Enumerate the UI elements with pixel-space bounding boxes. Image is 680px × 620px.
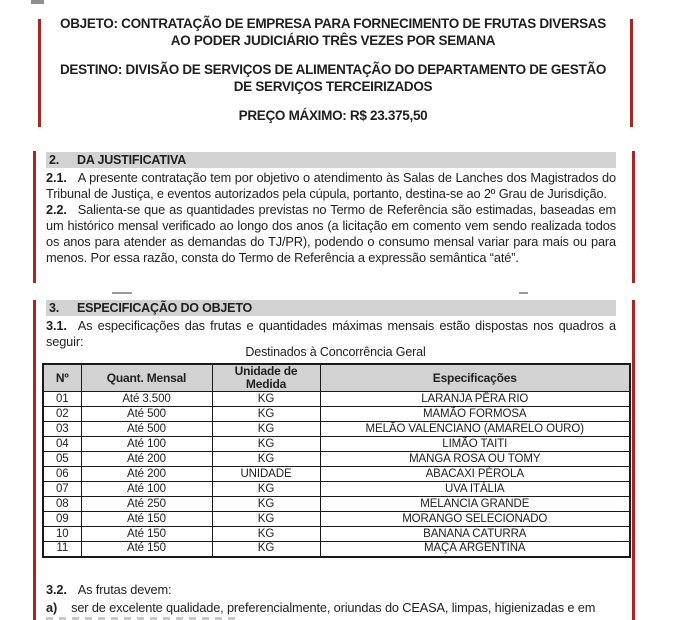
table-row [43,422,630,437]
paragraph-2-2-number: 2.2. [46,202,67,217]
table-row [43,542,630,557]
section-3-right-rule [632,300,635,620]
table-cell: LIMÃO TAITI [320,437,630,452]
table-cell: 04 [43,437,81,452]
table-cell: 09 [43,512,81,527]
column-header: Nº [43,364,81,392]
table-cell: Até 200 [81,467,212,482]
table-cell: Até 500 [81,407,212,422]
header-banner [50,16,616,125]
table-cell: KG [212,392,320,407]
scan-artifact-dash [112,292,132,294]
table-cell: MAMÃO FORMOSA [320,407,630,422]
table-cell: Até 100 [81,437,212,452]
paragraph-3-1-text: As especificações das frutas e quantidades máximas mensais estão dispostas nos quadros a seguir: [46,318,616,349]
section-2-left-rule [33,151,36,283]
paragraph-2-2-text: Salienta-se que as quantidades previstas no Termo de Referência são estimadas, baseadas em um histórico mensal verificado ao longo dos anos (a licitação em comento vem sendo realizada todos os anos para atender as demandas do TJ/PR), podendo o consumo mensal variar para mais ou para menos. Por essa razão, consta do Termo de Referência a expressão semântica “até”. [46,202,616,265]
spec-table-body [43,392,630,557]
table-cell: 02 [43,407,81,422]
preco-maximo-line: PREÇO MÁXIMO: R$ 23.375,50 [238,108,428,123]
section-3-left-rule [33,300,36,620]
table-row [43,497,630,512]
table-cell: Até 3.500 [81,392,212,407]
table-cell: KG [212,527,320,542]
paragraph-2-1 [46,170,616,202]
item-3-2-number: 3.2. [46,582,67,597]
table-cell: KG [212,542,320,557]
section-2-body [46,170,616,266]
table-cell: 01 [43,392,81,407]
section-3-heading [46,300,616,316]
table-row [43,452,630,467]
section-2-title: DA JUSTIFICATIVA [77,153,187,167]
paragraph-3-1-number: 3.1. [46,318,67,333]
table-row [43,392,630,407]
spec-table-wrap [42,363,629,558]
table-cell: Até 150 [81,527,212,542]
section-2-right-rule [632,151,635,283]
table-cell: MORANGO SELECIONADO [320,512,630,527]
table-cell: 10 [43,527,81,542]
column-header: Especificações [320,364,630,392]
scan-artifact-dash [519,292,528,294]
section-3-title: ESPECIFICAÇÃO DO OBJETO [77,301,253,315]
table-cell: KG [212,497,320,512]
table-cell: ABACAXI PÉROLA [320,467,630,482]
item-a [46,599,616,617]
section-3-number: 3. [49,301,60,315]
table-cell: Até 100 [81,482,212,497]
table-cell: Até 500 [81,422,212,437]
column-header: Unidade de Medida [212,364,320,392]
table-cell: MELÃO VALENCIANO (AMARELO OURO) [320,422,630,437]
objeto-line: OBJETO: CONTRATAÇÃO DE EMPRESA PARA FORNECIMENTO DE FRUTAS DIVERSAS AO PODER JUDICIÁRIO TRÊS VEZES POR SEMANA [60,16,606,48]
table-row [43,482,630,497]
table-row [43,527,630,542]
table-cell: Até 150 [81,512,212,527]
table-cell: UVA ITÁLIA [320,482,630,497]
section-2-heading [46,152,616,168]
spec-table-header-row [43,364,630,392]
header-right-rule [630,19,633,127]
table-cell: 11 [43,542,81,557]
table-cell: 05 [43,452,81,467]
table-caption: Destinados à Concorrência Geral [245,345,426,359]
destino-line: DESTINO: DIVISÃO DE SERVIÇOS DE ALIMENTAÇÃO DO DEPARTAMENTO DE GESTÃO DE SERVIÇOS TERCEIRIZADOS [59,62,607,94]
table-row [43,467,630,482]
item-3-2 [46,581,616,599]
item-3-2-text: As frutas devem: [77,582,172,597]
column-header: Quant. Mensal [81,364,212,392]
table-cell: Até 200 [81,452,212,467]
item-3-2-block [46,581,616,616]
item-a-text: ser de excelente qualidade, preferencialmente, oriundas do CEASA, limpas, higienizadas e em [71,599,596,615]
table-row [43,407,630,422]
table-cell: 07 [43,482,81,497]
table-cell: KG [212,422,320,437]
table-cell: 06 [43,467,81,482]
table-cell: KG [212,452,320,467]
paragraph-2-1-text: A presente contratação tem por objetivo o atendimento às Salas de Lanches dos Magistrados do Tribunal de Justiça, e eventos autorizados pela cúpula, portanto, destina-se ao 2º Grau de Jurisdição. [46,170,616,201]
table-cell: KG [212,407,320,422]
table-cell: KG [212,482,320,497]
section-2-number: 2. [49,153,60,167]
table-cell: Até 250 [81,497,212,512]
table-cell: 08 [43,497,81,512]
table-cell: MELANCIA GRANDE [320,497,630,512]
table-cell: MAÇÃ ARGENTINA [320,542,630,557]
table-cell: KG [212,437,320,452]
scan-artifact-top [31,0,44,4]
table-cell: LARANJA PÊRA RIO [320,392,630,407]
table-cell: Até 150 [81,542,212,557]
table-cell: MANGA ROSA OU TOMY [320,452,630,467]
table-cell: UNIDADE [212,467,320,482]
table-cell: KG [212,512,320,527]
table-cell: 03 [43,422,81,437]
paragraph-2-1-number: 2.1. [46,170,67,185]
spec-table [42,363,631,558]
table-cell: BANANA CATURRA [320,527,630,542]
paragraph-2-2 [46,202,616,266]
item-a-number: a) [46,599,58,615]
table-row [43,512,630,527]
header-left-rule [38,19,41,127]
table-row [43,437,630,452]
